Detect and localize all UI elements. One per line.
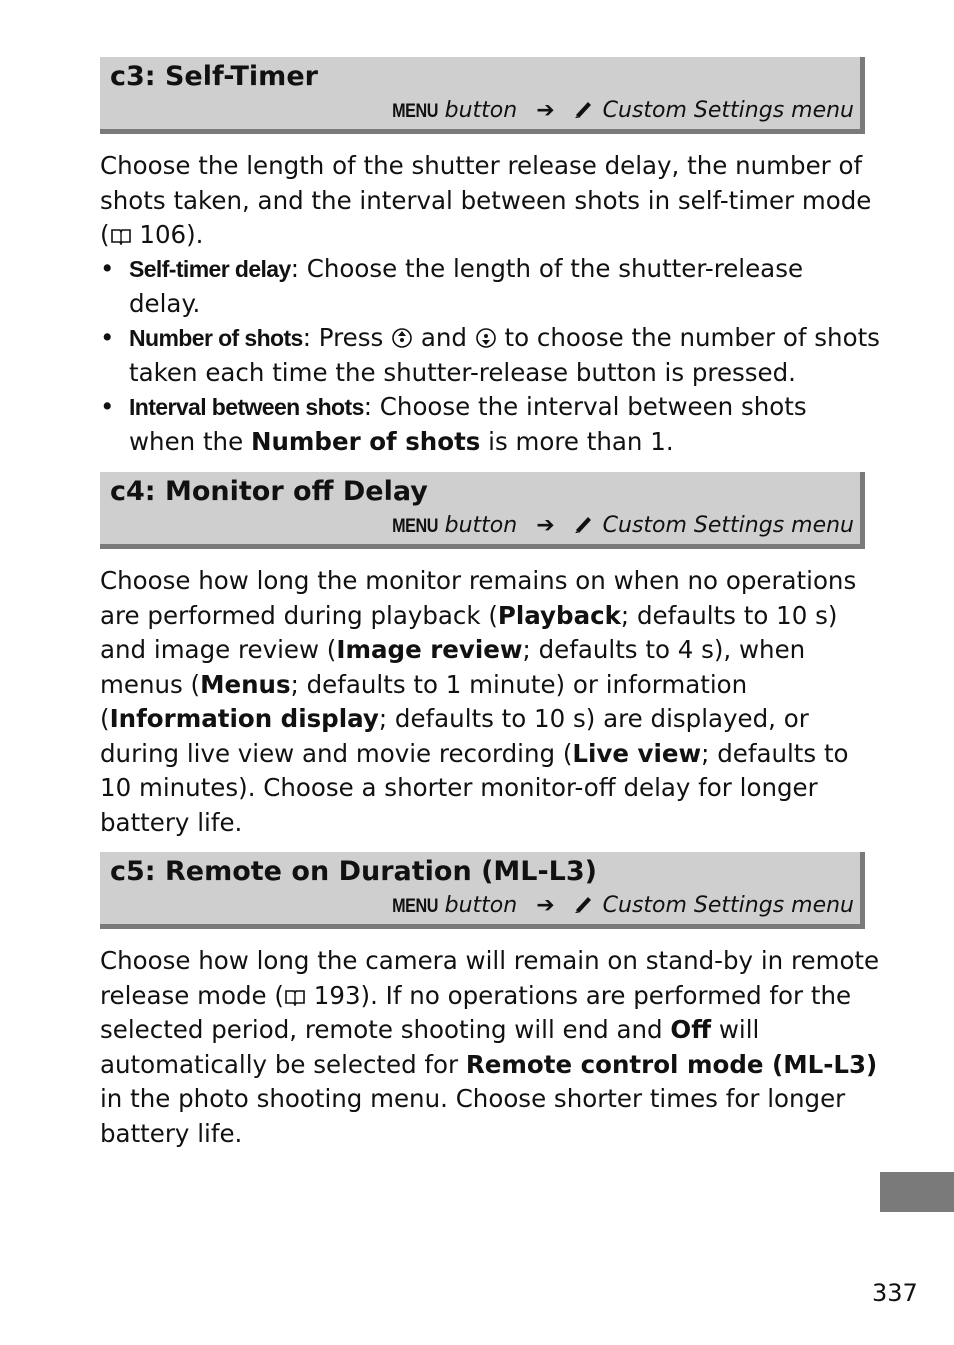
chapter-tab-marker bbox=[880, 1172, 954, 1212]
c3-intro: Choose the length of the shutter release delay, the number of shots taken, and the interval between shots in self-timer mode ( 106). bbox=[100, 151, 872, 249]
arrow-icon: ➔ bbox=[536, 513, 555, 538]
menu-name: Custom Settings menu bbox=[602, 513, 854, 538]
term-number-of-shots: Number of shots bbox=[129, 325, 303, 351]
pencil-icon bbox=[574, 99, 594, 119]
pencil-icon bbox=[574, 894, 594, 914]
multi-selector-up-icon bbox=[391, 327, 413, 349]
page-number: 337 bbox=[872, 1279, 918, 1307]
arrow-icon: ➔ bbox=[536, 893, 555, 918]
menu-button-label: MENU bbox=[391, 896, 438, 917]
menu-name: Custom Settings menu bbox=[602, 98, 854, 123]
c5-body: Choose how long the camera will remain on stand-by in remote release mode ( 193). If no operations are performed for the selected period, remote shooting will end and Off will automatically be selected for Remote control mode (ML-L3) in the photo shooting menu. Choose shorter times for longer battery life. bbox=[100, 946, 880, 1148]
section-title: c5: Remote on Duration (ML-L3) bbox=[110, 856, 598, 887]
pencil-icon bbox=[574, 514, 594, 534]
button-word: button bbox=[444, 98, 518, 123]
menu-path bbox=[384, 97, 854, 126]
c4-section-header bbox=[100, 472, 865, 549]
section-title: c3: Self-Timer bbox=[110, 61, 318, 92]
term-self-timer-delay: Self-timer delay bbox=[129, 256, 291, 282]
list-item: • Interval between shots: Choose the interval between shots when the Number of shots is more than 1. bbox=[100, 390, 880, 459]
multi-selector-down-icon bbox=[475, 327, 497, 349]
term-interval-between-shots: Interval between shots bbox=[129, 394, 364, 420]
section-title: c4: Monitor off Delay bbox=[110, 476, 428, 507]
c4-body: Choose how long the monitor remains on when no operations are performed during playback (Playback; defaults to 10 s) and image review (Image review; defaults to 4 s), when menus (Menus; defaults to 1 minute) or information (Information display; defaults to 10 s) are displayed, or during live view and movie recording (Live view; defaults to 10 minutes). Choose a shorter monitor-off delay for longer battery life. bbox=[100, 566, 857, 837]
book-reference-icon bbox=[110, 227, 132, 245]
page-reference: 193 bbox=[313, 980, 361, 1010]
menu-name: Custom Settings menu bbox=[602, 893, 854, 918]
page-reference: 106 bbox=[139, 220, 187, 249]
c3-section-header bbox=[100, 57, 865, 134]
c5-section-header bbox=[100, 852, 865, 929]
menu-path bbox=[384, 892, 854, 921]
menu-button-label: MENU bbox=[391, 101, 438, 122]
list-item: • Self-timer delay: Choose the length of the shutter-release delay. bbox=[100, 252, 880, 321]
button-word: button bbox=[444, 513, 518, 538]
c3-bullet-list bbox=[100, 252, 880, 459]
arrow-icon: ➔ bbox=[536, 98, 555, 123]
button-word: button bbox=[444, 893, 518, 918]
book-reference-icon bbox=[284, 988, 306, 1006]
list-item: • Number of shots: Press and to choose the number of shots taken each time the shutter-release button is pressed. bbox=[100, 321, 880, 390]
menu-button-label: MENU bbox=[391, 516, 438, 537]
menu-path bbox=[384, 512, 854, 541]
